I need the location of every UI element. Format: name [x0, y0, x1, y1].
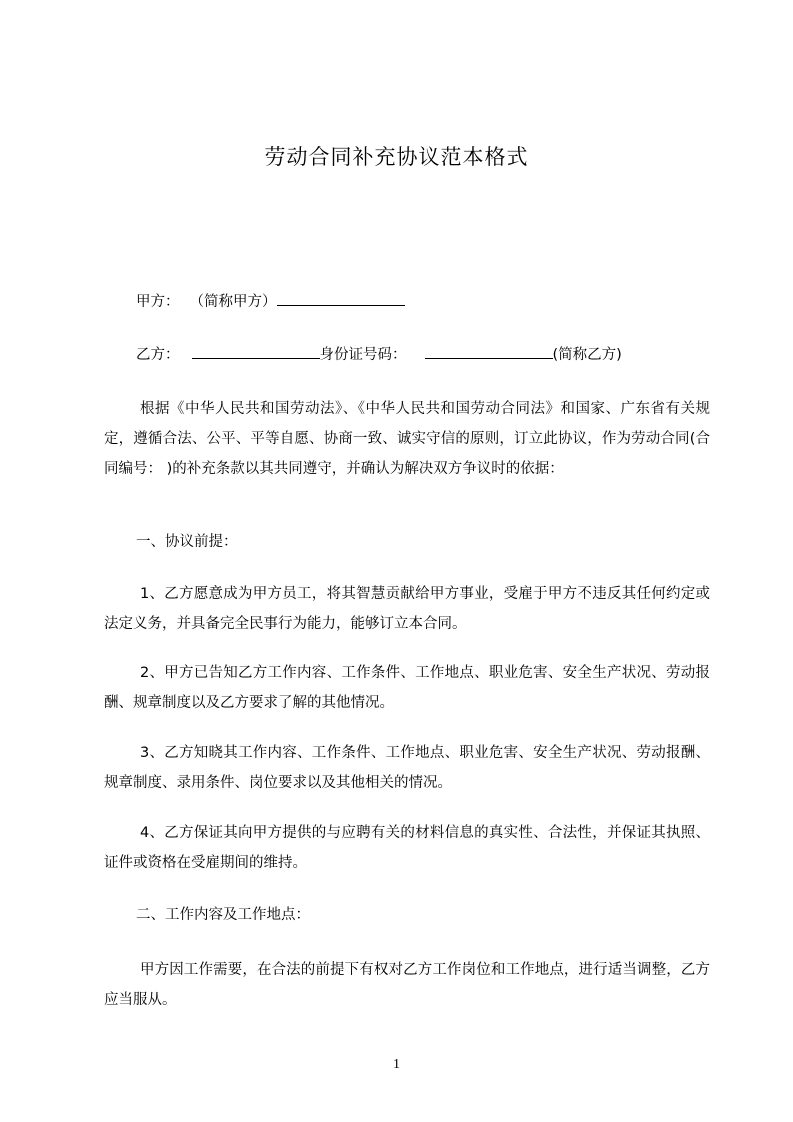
- party-b-name-blank: [192, 343, 320, 359]
- party-a-name-blank: [277, 290, 405, 306]
- page-number: 1: [393, 1057, 400, 1072]
- party-a-note: （简称甲方）: [189, 294, 277, 310]
- party-a-line: [136, 290, 405, 312]
- section1-item-4: 4、乙方保证其向甲方提供的与应聘有关的材料信息的真实性、合法性，并保证其执照、证件或资格在受雇期间的维持。: [104, 825, 710, 871]
- party-a-label: 甲方：: [136, 294, 180, 310]
- party-b-id-label: 身份证号码：: [319, 347, 407, 363]
- party-b-note: (简称乙方): [552, 347, 622, 363]
- party-b-line: [136, 343, 622, 365]
- section1-item-3: 3、乙方知晓其工作内容、工作条件、工作地点、职业危害、安全生产状况、劳动报酬、规章制度、录用条件、岗位要求以及其他相关的情况。: [104, 745, 710, 791]
- section1-heading: 一、协议前提：: [136, 534, 238, 550]
- section2-body: 甲方因工作需要，在合法的前提下有权对乙方工作岗位和工作地点，进行适当调整，乙方应当服从。: [104, 962, 710, 1008]
- party-b-label: 乙方：: [136, 347, 180, 363]
- document-title: 劳动合同补充协议范本格式: [264, 145, 529, 169]
- section1-item-2: 2、甲方已告知乙方工作内容、工作条件、工作地点、职业危害、安全生产状况、劳动报酬、规章制度以及乙方要求了解的其他情况。: [104, 665, 710, 711]
- intro-paragraph: 根据《中华人民共和国劳动法》、《中华人民共和国劳动合同法》和国家、广东省有关规定，遵循合法、公平、平等自愿、协商一致、诚实守信的原则，订立此协议，作为劳动合同(合同编号： )的补充条款以其共同遵守，并确认为解决双方争议时的依据：: [104, 401, 710, 477]
- section1-item-1: 1、乙方愿意成为甲方员工，将其智慧贡献给甲方事业，受雇于甲方不违反其任何约定或法定义务，并具备完全民事行为能力，能够订立本合同。: [104, 586, 710, 632]
- section2-heading: 二、工作内容及工作地点：: [136, 907, 310, 923]
- party-b-id-blank: [425, 343, 553, 359]
